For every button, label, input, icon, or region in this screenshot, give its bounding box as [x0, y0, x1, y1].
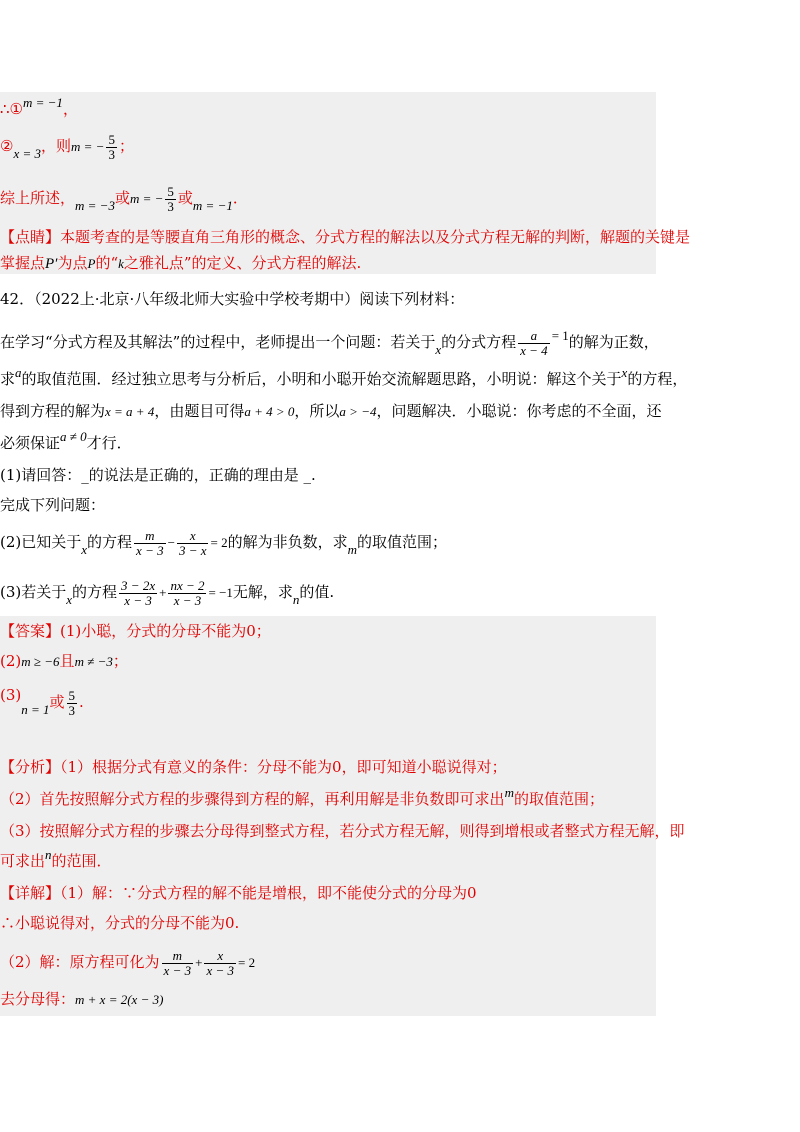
detail-3: （2）解：原方程可化为 $\frac{m}{x - 3}$ + $\frac{x}{x - 3}$ = 2	[0, 947, 256, 978]
analysis-4: 可求出n的范围．	[0, 847, 112, 870]
answer-line-1: ∴①m = −1，	[0, 95, 78, 118]
analysis-1: 【分析】（1）根据分式有意义的条件：分母不能为0，即可知道小聪说得对；	[0, 758, 507, 776]
detail-4: 去分母得：m + x = 2(x − 3)	[0, 990, 164, 1008]
sub-question-2: (2)已知关于x的方程 $\frac{m}{x - 3}$ − $\frac{x}{3 - x}$ = 2的解为非负数，求m的取值范围；	[0, 527, 447, 558]
analysis-3: （3）按照解分式方程的步骤去分母得到整式方程，若分式方程无解，则得到增根或者整式方程无解，即	[0, 822, 685, 840]
sub-question-1: (1)请回答：_的说法是正确的，正确的理由是 _.	[0, 466, 316, 484]
answer-2: (2)m ≥ −6且m ≠ −3；	[0, 652, 128, 670]
answer-tail-section	[0, 92, 691, 274]
answer-line-2: ②x = 3，则m = − $\frac{5}{3}$ ；	[0, 131, 134, 162]
fraction-a-over-x-4: $\frac{a}{x - 4}$	[520, 327, 548, 358]
answer-3: (3)n = 1或 $\frac{5}{3}$ .	[0, 686, 84, 718]
comment-line-2: 掌握点P′为点P的“k之雅礼点”的定义、分式方程的解法.	[0, 254, 362, 272]
detail-2: ∴小聪说得对，分式的分母不能为0.	[0, 914, 240, 932]
detail-tag: 【详解】	[0, 884, 61, 902]
answer-line-3: 综上所述，m = −3或m = − $\frac{5}{3}$ 或m = −1．	[0, 183, 248, 214]
comment-tag: 【点睛】	[0, 228, 61, 246]
question-para-line-2: 求a的取值范围．经过独立思考与分析后，小明和小聪开始交流解题思路，小明说：解这个关于x的方程，	[0, 365, 688, 388]
solution-section	[0, 616, 685, 1016]
detail-1: 【详解】（1）解：∵分式方程的解不能是增根，即不能使分式的分母为0	[0, 884, 477, 902]
answer-1: 【答案】(1)小聪，分式的分母不能为0；	[0, 622, 271, 640]
analysis-2: （2）首先按照解分式方程的步骤得到方程的解，再利用解是非负数即可求出m的取值范围；	[0, 785, 604, 808]
question-para-line-3: 得到方程的解为x = a + 4，由题目可得a + 4 > 0，所以a > −4，问题解决．小聪说：你考虑的不全面，还	[0, 402, 662, 420]
question-para-line-4: 必须保证a ≠ 0才行．	[0, 429, 132, 452]
question-para-line-1: 在学习“分式方程及其解法”的过程中，老师提出一个问题：若关于x的分式方程 $\frac{a}{x - 4}$ = 1的解为正数，	[0, 327, 659, 358]
analysis-tag: 【分析】	[0, 758, 61, 776]
sub-question-3: (3)若关于x的方程 $\frac{3 - 2x}{x - 3}$ + $\frac{nx - 2}{x - 3}$ = −1无解，求n的值.	[0, 577, 335, 608]
comment-line-1: 【点睛】本题考查的是等腰直角三角形的概念、分式方程的解法以及分式方程无解的判断，解题的关键是	[0, 228, 691, 246]
fraction-5-3: $\frac{5}{3}$	[108, 131, 115, 162]
answer-tag: 【答案】	[0, 622, 61, 640]
sub-question-intro: 完成下列问题：	[0, 496, 106, 514]
question-header: 42．（2022上·北京·八年级北师大实验中学校考期中）阅读下列材料：	[0, 290, 465, 308]
